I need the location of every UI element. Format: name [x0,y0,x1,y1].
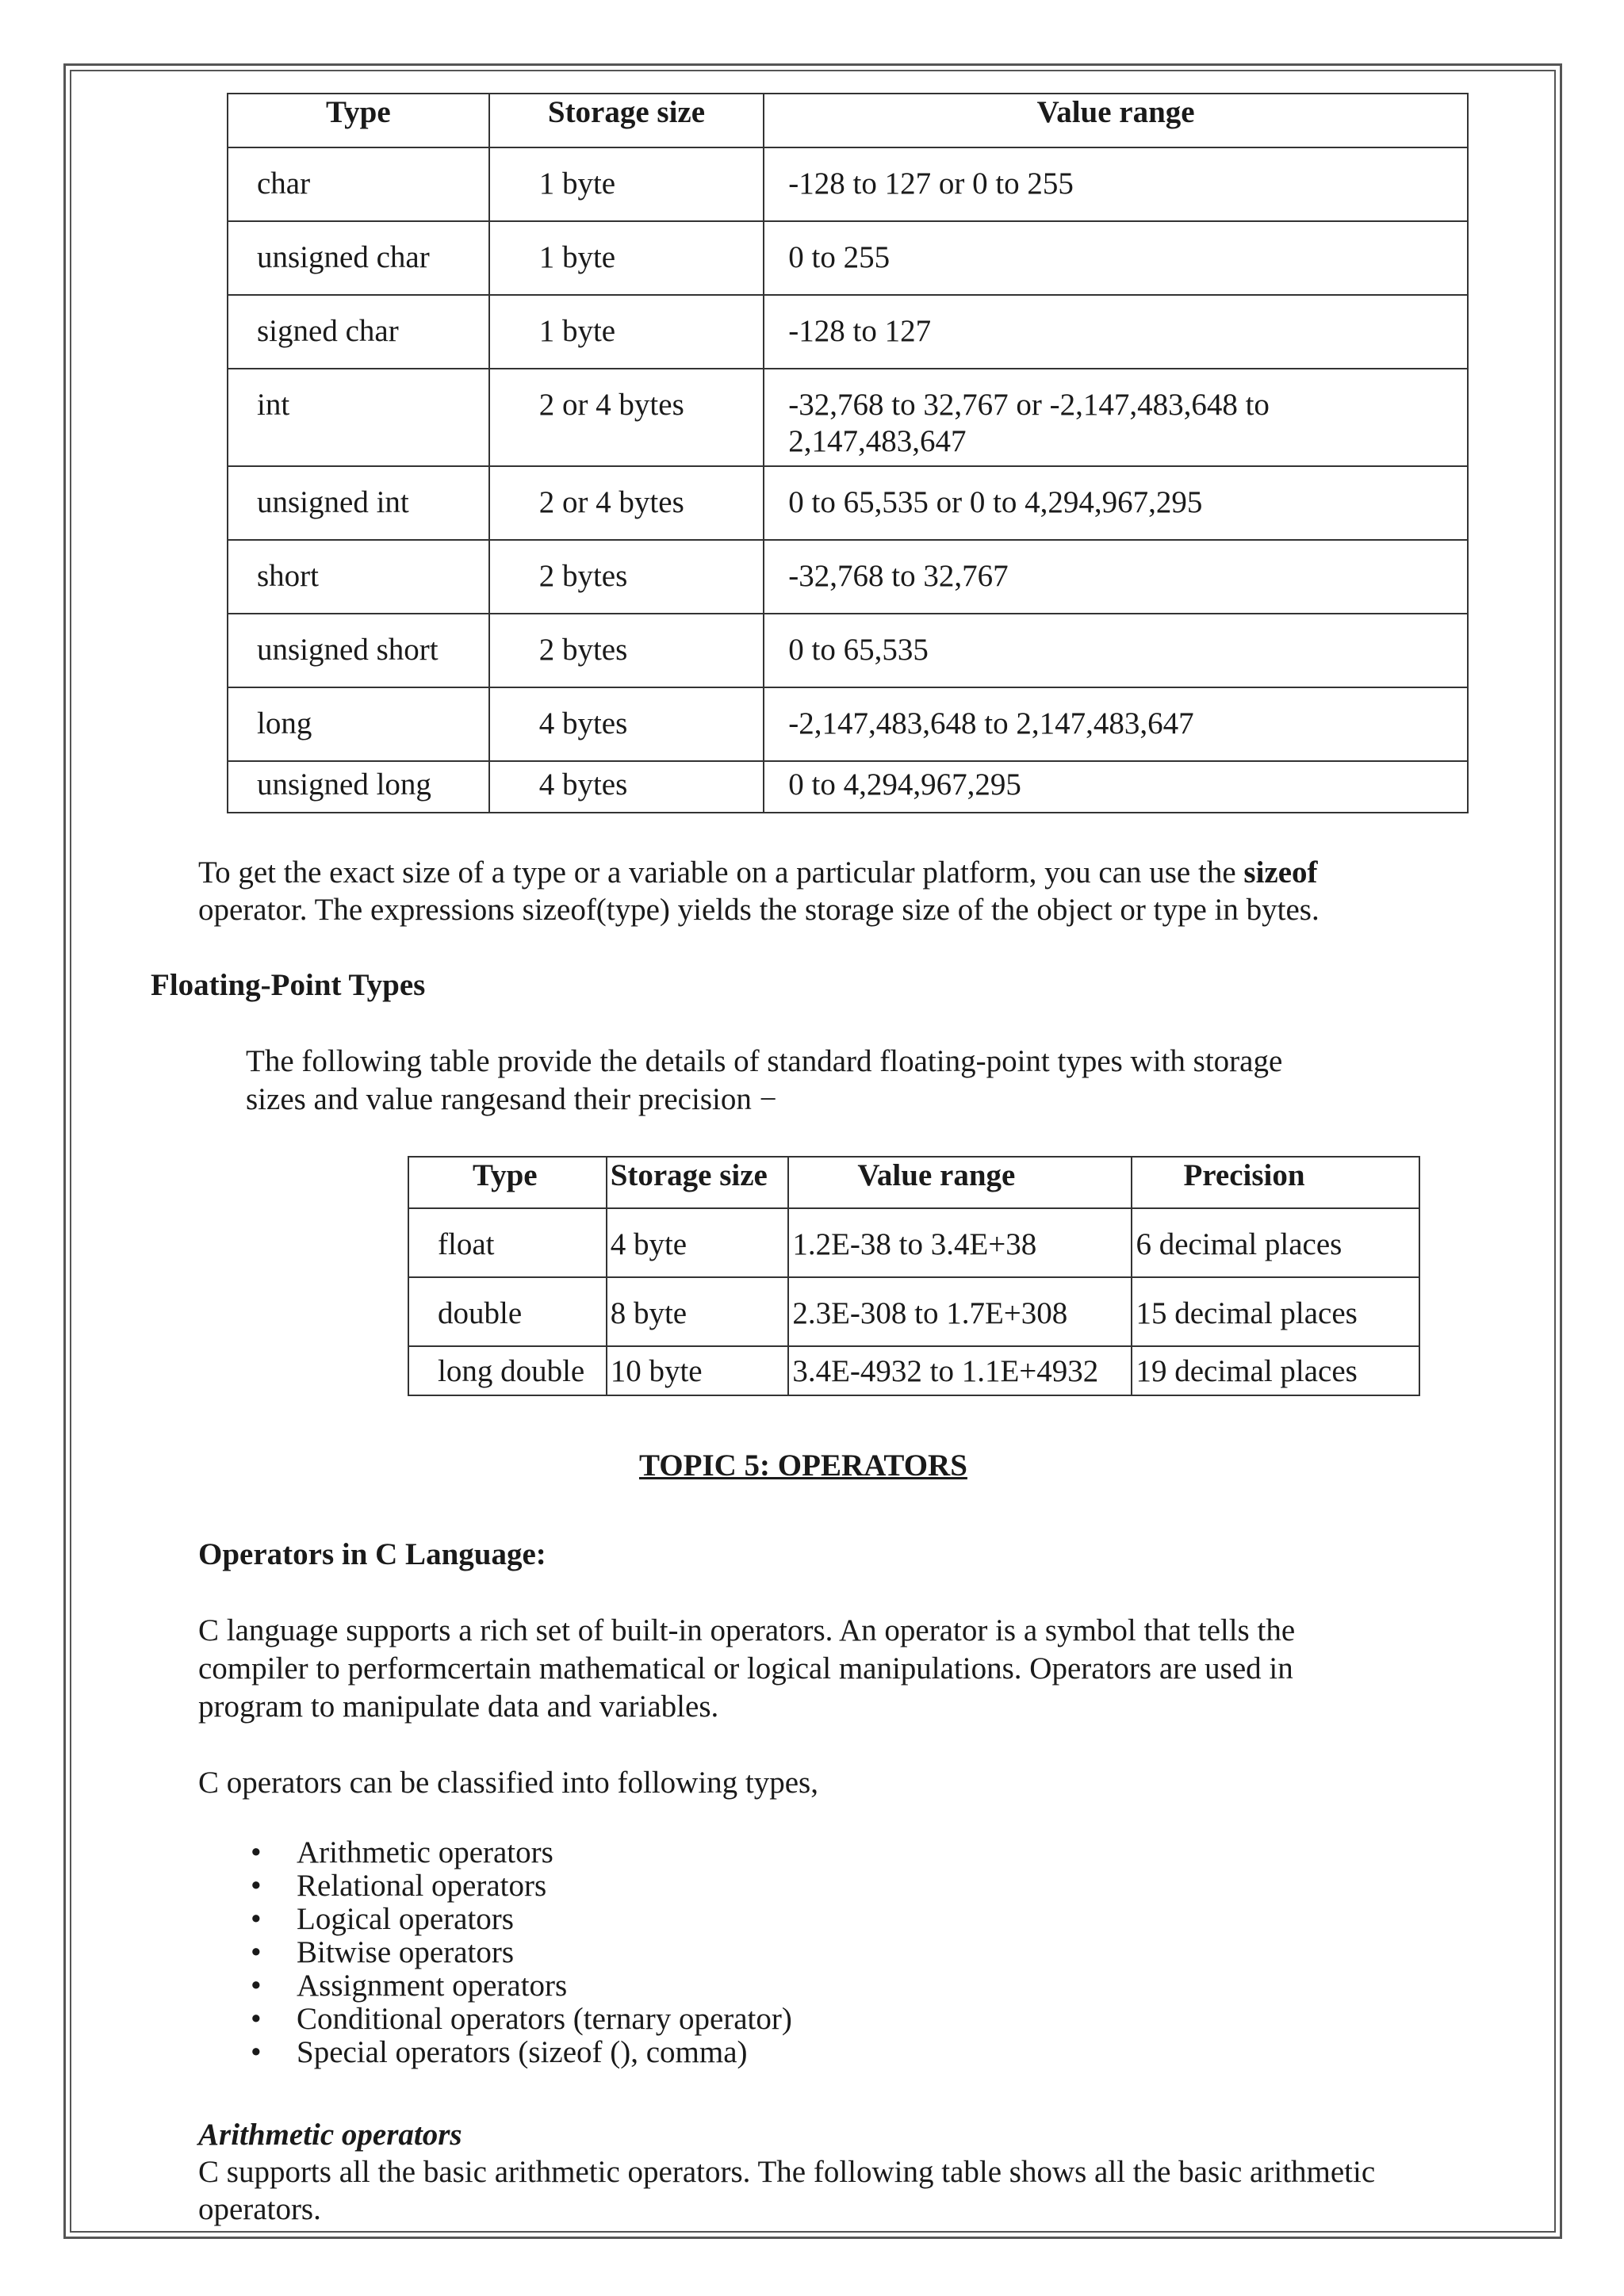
cell-precision: 19 decimal places [1132,1346,1419,1395]
sizeof-keyword: sizeof [1243,855,1318,890]
table-row [228,221,1468,295]
cell-value-range: -128 to 127 or 0 to 255 [764,147,1468,221]
table-row [228,466,1468,540]
cell-type: long [228,687,489,761]
topic-heading: TOPIC 5: OPERATORS [639,1448,967,1483]
table-row [228,369,1468,466]
table-header-row [228,94,1468,147]
list-item: • Relational operators [251,1869,792,1903]
operators-paragraph-line3: program to manipulate data and variables. [198,1689,719,1724]
cell-type: long double [408,1346,607,1395]
operators-heading: Operators in C Language: [198,1537,546,1571]
cell-value-range [764,369,1468,466]
cell-storage-size: 4 bytes [489,687,764,761]
list-item: • Bitwise operators [251,1936,792,1969]
cell-storage-size: 2 or 4 bytes [489,369,764,466]
operators-paragraph-line1: C language supports a rich set of built-in operators. An operator is a symbol that tells the [198,1613,1296,1647]
cell-value-range-line2: 2,147,483,647 [788,424,967,458]
table-row [228,295,1468,369]
sizeof-text: To get the exact size of a type or a variable on a particular platform, you can use the [198,855,1244,890]
cell-type: char [228,147,489,221]
cell-precision: 6 decimal places [1132,1208,1419,1277]
cell-precision: 15 decimal places [1132,1277,1419,1346]
floating-intro-line1: The following table provide the details of standard floating-point types with storage [246,1044,1283,1078]
cell-value-range: -2,147,483,648 to 2,147,483,647 [764,687,1468,761]
cell-type: unsigned long [228,761,489,813]
cell-value-range-line1: -32,768 to 32,767 or -2,147,483,648 to [788,388,1270,422]
cell-type: double [408,1277,607,1346]
cell-value-range: 0 to 255 [764,221,1468,295]
table-row [228,540,1468,614]
table-row [408,1346,1419,1395]
classified-line: C operators can be classified into following types, [198,1766,818,1800]
cell-value-range: 0 to 4,294,967,295 [764,761,1468,813]
table-row [228,147,1468,221]
list-item: • Arithmetic operators [251,1836,792,1869]
cell-value-range: -128 to 127 [764,295,1468,369]
cell-value-range: -32,768 to 32,767 [764,540,1468,614]
list-item: • Special operators (sizeof (), comma) [251,2036,792,2069]
table-row [228,614,1468,687]
header-type: Type [228,94,489,147]
table-row [228,687,1468,761]
cell-storage-size: 8 byte [607,1277,789,1346]
arithmetic-paragraph-line2: operators. [198,2192,321,2226]
cell-storage-size: 2 bytes [489,614,764,687]
list-item: • Logical operators [251,1903,792,1936]
floating-intro-line2: sizes and value rangesand their precision − [246,1082,777,1116]
operator-types-list [251,1836,792,2069]
arithmetic-heading: Arithmetic operators [198,2118,462,2152]
floating-point-types-table [408,1156,1420,1396]
cell-storage-size: 4 bytes [489,761,764,813]
header-storage-size: Storage size [607,1157,789,1208]
sizeof-paragraph-line1 [198,854,1318,892]
cell-storage-size: 1 byte [489,147,764,221]
cell-type: unsigned int [228,466,489,540]
cell-type: float [408,1208,607,1277]
cell-type: unsigned char [228,221,489,295]
list-item: • Conditional operators (ternary operator) [251,2003,792,2036]
cell-value-range: 0 to 65,535 [764,614,1468,687]
cell-type: short [228,540,489,614]
table-row [408,1277,1419,1346]
cell-value-range: 1.2E-38 to 3.4E+38 [788,1208,1132,1277]
table-row [408,1208,1419,1277]
header-value-range: Value range [788,1157,1132,1208]
cell-type: int [228,369,489,466]
table-header-row [408,1157,1419,1208]
cell-storage-size: 4 byte [607,1208,789,1277]
cell-value-range: 3.4E-4932 to 1.1E+4932 [788,1346,1132,1395]
cell-storage-size: 1 byte [489,221,764,295]
cell-storage-size: 2 or 4 bytes [489,466,764,540]
header-precision: Precision [1132,1157,1419,1208]
arithmetic-paragraph-line1: C supports all the basic arithmetic operators. The following table shows all the basic arithmetic [198,2155,1376,2189]
floating-point-heading: Floating-Point Types [151,968,426,1002]
cell-storage-size: 10 byte [607,1346,789,1395]
table-row [228,761,1468,813]
header-value-range: Value range [764,94,1468,147]
list-item: • Assignment operators [251,1969,792,2003]
header-type: Type [408,1157,607,1208]
cell-type: unsigned short [228,614,489,687]
integer-types-table [227,93,1469,813]
cell-value-range: 2.3E-308 to 1.7E+308 [788,1277,1132,1346]
cell-type: signed char [228,295,489,369]
cell-storage-size: 1 byte [489,295,764,369]
cell-value-range: 0 to 65,535 or 0 to 4,294,967,295 [764,466,1468,540]
operators-paragraph-line2: compiler to performcertain mathematical or logical manipulations. Operators are used in [198,1651,1293,1686]
cell-storage-size: 2 bytes [489,540,764,614]
sizeof-paragraph-line2: operator. The expressions sizeof(type) yields the storage size of the object or type in bytes. [198,893,1320,927]
header-storage-size: Storage size [489,94,764,147]
